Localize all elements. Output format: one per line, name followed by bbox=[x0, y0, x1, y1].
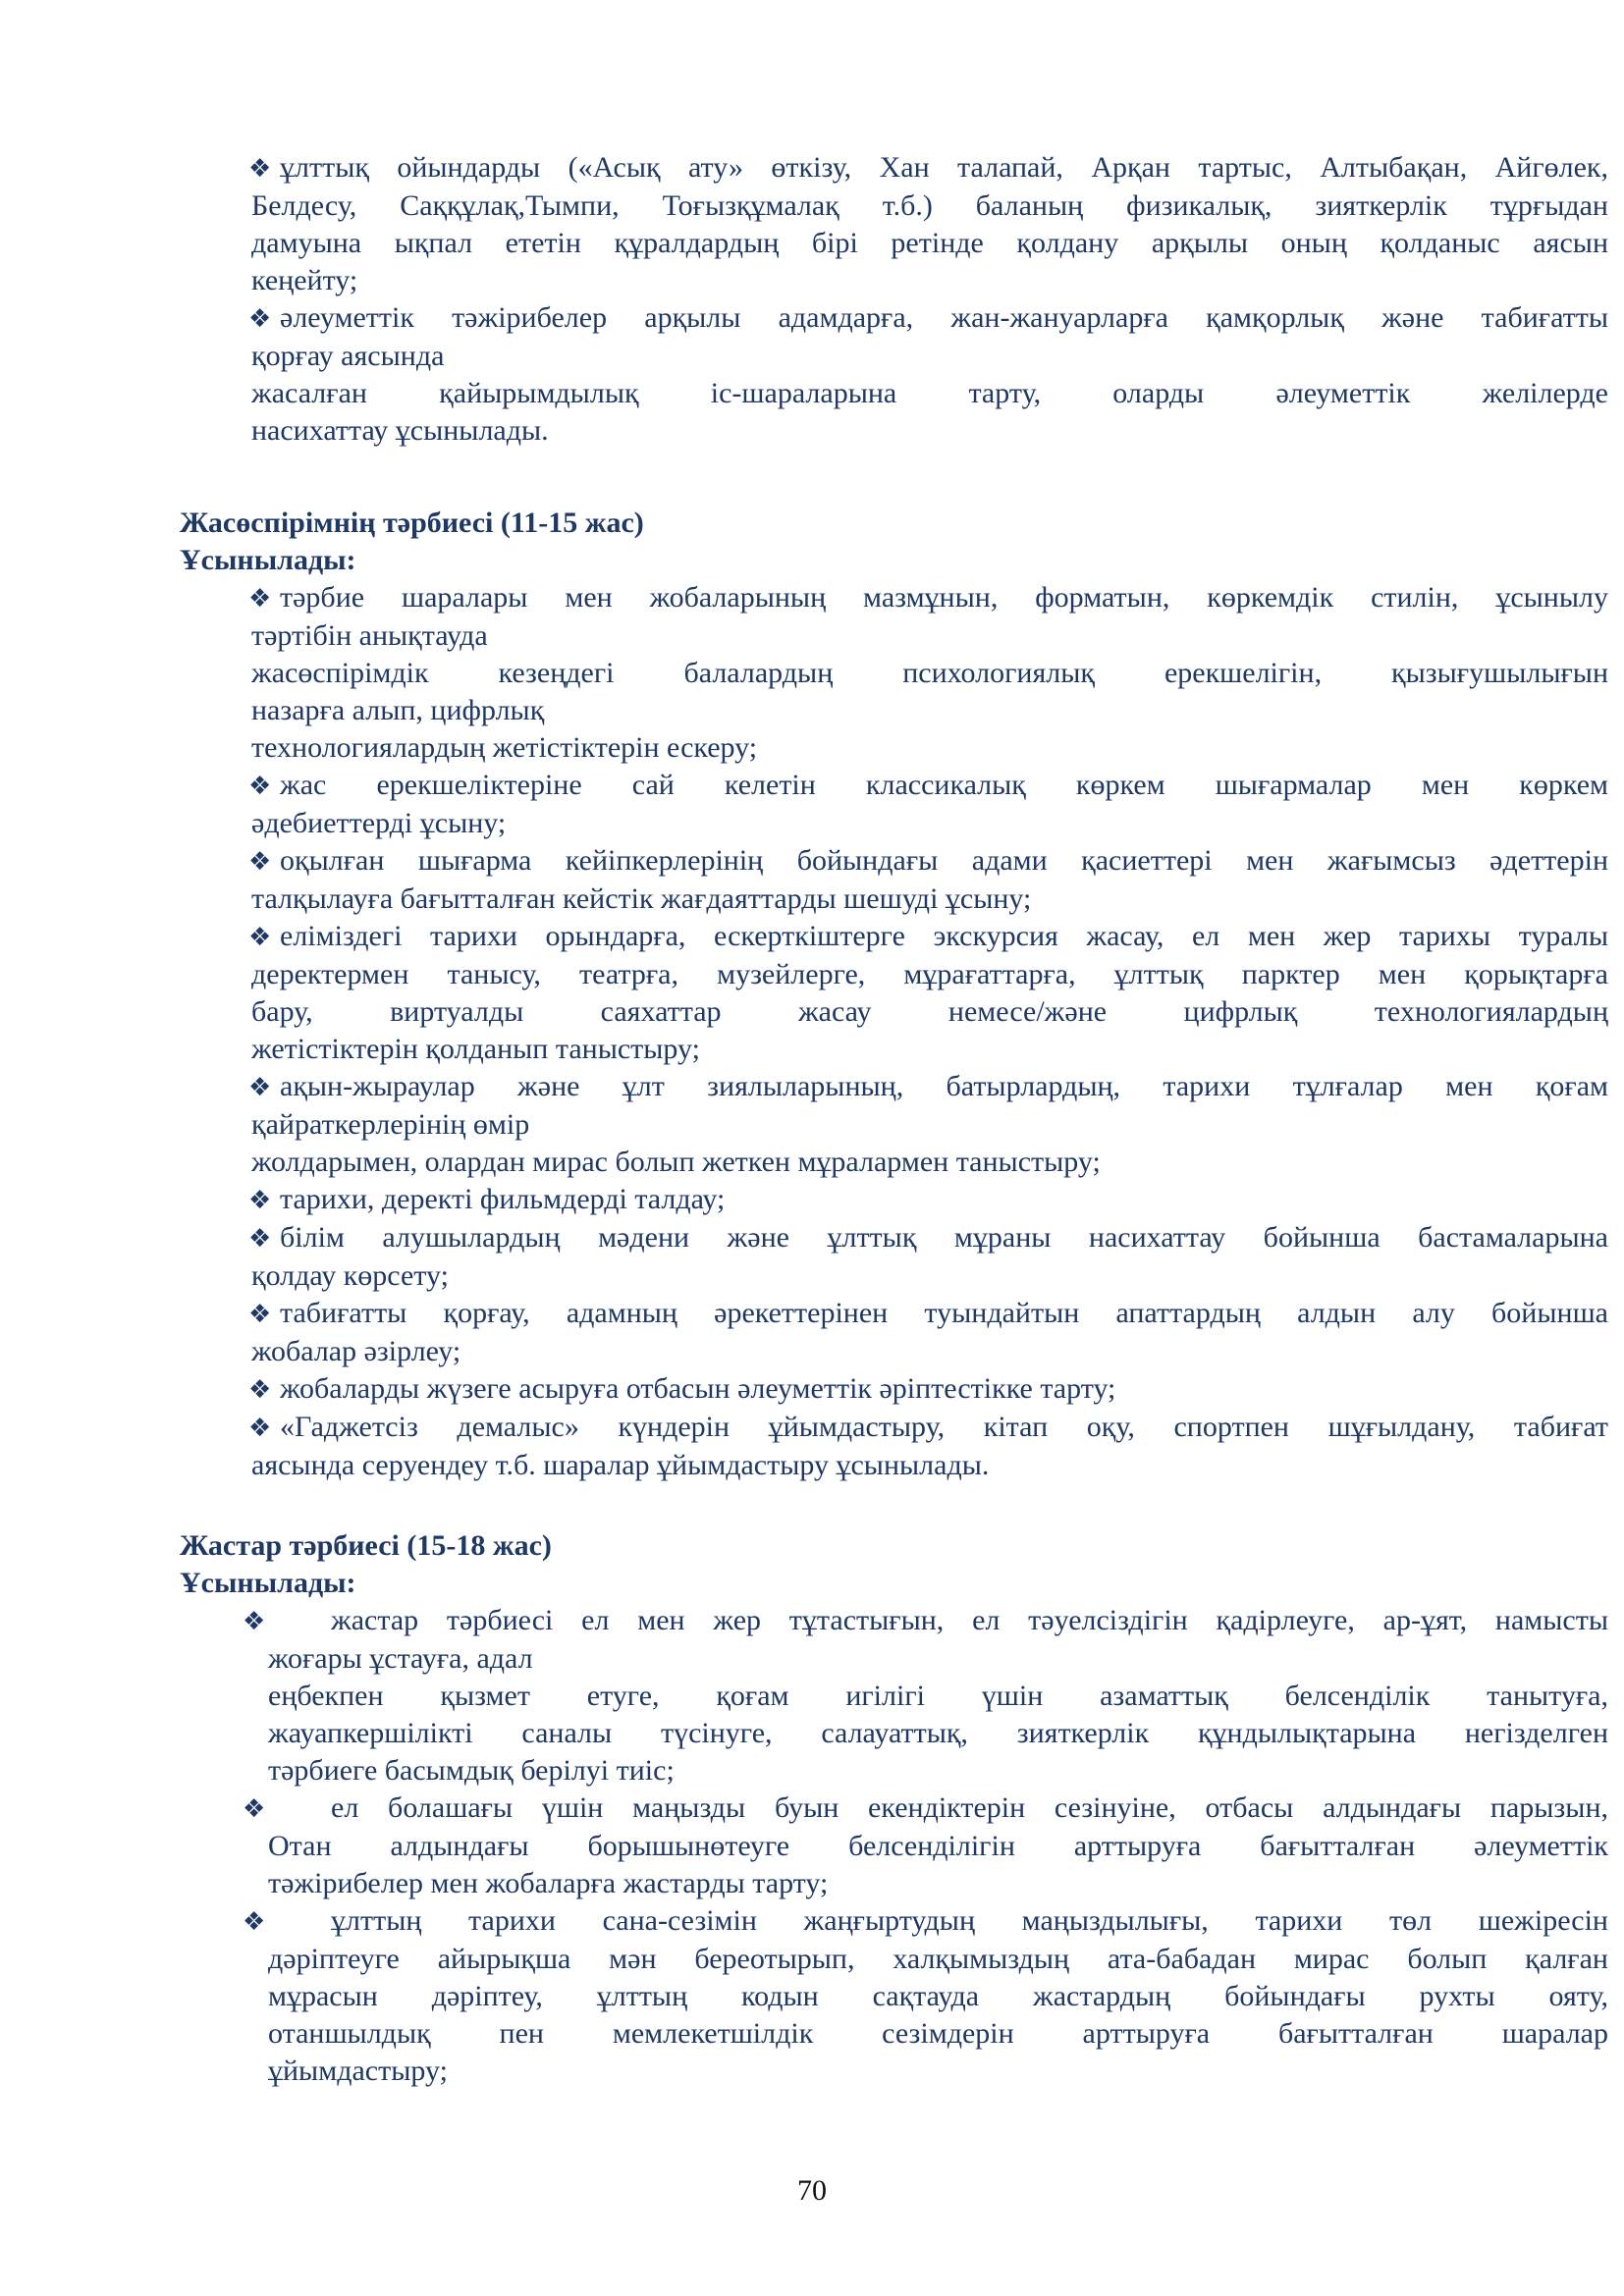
bullet-line: әдебиеттерді ұсыну; bbox=[251, 807, 507, 839]
bullet-diamond-icon: ❖ bbox=[248, 584, 272, 614]
bullet-diamond-icon: ❖ bbox=[248, 154, 272, 184]
bullet-line: қолдау көрсету; bbox=[251, 1259, 449, 1292]
bullet-line: насихаттау ұсынылады. bbox=[251, 414, 549, 447]
bullet-line: қайраткерлерінің өмір bbox=[251, 1108, 530, 1141]
bullet-line: ❖ еліміздегі тарихи орындарға, ескерткіштерге экскурсия жасау, ел мен жер тарихы туралы bbox=[248, 918, 1608, 956]
bullet-diamond-icon: ❖ bbox=[248, 304, 272, 334]
bullet-line: еңбекпен қызмет етуге, қоғам игілігі үшін азаматтық белсенділік танытуға, bbox=[268, 1680, 1608, 1712]
bullet-line: қорғау аясында bbox=[251, 340, 445, 372]
bullet-line: ❖ тәрбие шаралары мен жобаларының мазмұнын, форматын, көркемдік стилін, ұсынылу bbox=[248, 579, 1608, 617]
section-gap bbox=[0, 1484, 1624, 1527]
bullet-diamond-icon: ❖ bbox=[243, 1794, 266, 1824]
bullet-line: ❖ ел болашағы үшін маңызды буын екендіктерін сезінуіне, отбасы алдындағы парызын, bbox=[243, 1789, 1608, 1828]
bullet-diamond-icon: ❖ bbox=[243, 1907, 266, 1937]
section-gap bbox=[0, 450, 1624, 505]
bullet-diamond-icon: ❖ bbox=[248, 1186, 272, 1215]
bullet-line: назарға алып, цифрлық bbox=[251, 694, 545, 726]
bullet-line: аясында серуендеу т.б. шаралар ұйымдастыру ұсынылады. bbox=[251, 1449, 990, 1481]
bullet-line: ❖ «Гаджетсіз демалыс» күндерін ұйымдастыру, кітап оқу, спортпен шұғылдану, табиғат bbox=[248, 1409, 1608, 1447]
bullet-line: ❖ оқылған шығарма кейіпкерлерінің бойындағы адами қасиеттері мен жағымсыз әдеттерін bbox=[248, 842, 1608, 881]
bullet-line: деректермен танысу, театрға, музейлерге, мұрағаттарға, ұлттық парктер мен қорықтарға bbox=[251, 958, 1608, 990]
bullet-diamond-icon: ❖ bbox=[243, 1607, 266, 1636]
bullet-diamond-icon: ❖ bbox=[248, 1224, 272, 1254]
bullet-diamond-icon: ❖ bbox=[248, 1414, 272, 1443]
bullet-line: ❖ ұлттық ойындарды («Асық ату» өткізу, Хан талапай, Арқан тартыс, Алтыбақан, Айгөлек, bbox=[248, 149, 1608, 187]
bullet-line: ❖ жобаларды жүзеге асыруға отбасын әлеуметтік әріптестікке тарту; bbox=[248, 1370, 1608, 1409]
bullet-diamond-icon: ❖ bbox=[248, 1300, 272, 1329]
bullet-line: дәріптеуге айырықша мән береотырып, халқымыздың ата-бабадан мирас болып қалған bbox=[268, 1943, 1608, 1975]
bullet-line: жолдарымен, олардан мирас болып жеткен мұралармен таныстыру; bbox=[251, 1146, 1101, 1178]
bullet-line: жоғары ұстауға, адал bbox=[268, 1642, 533, 1675]
section-heading: Ұсынылады: bbox=[180, 1567, 356, 1599]
bullet-line: ❖ жас ерекшеліктеріне сай келетін классикалық көркем шығармалар мен көркем bbox=[248, 767, 1608, 805]
bullet-line: жасалған қайырымдылық іс-шараларына тарту, оларды әлеуметтік желілерде bbox=[251, 377, 1608, 409]
bullet-line: тәртібін анықтауда bbox=[251, 619, 488, 652]
bullet-line: ❖ ақын-жыраулар және ұлт зиялыларының, батырлардың, тарихи тұлғалар мен қоғам bbox=[248, 1068, 1608, 1106]
bullet-line: тәжірибелер мен жобаларға жастарды тарту; bbox=[268, 1867, 829, 1899]
bullet-line: ❖ әлеуметтік тәжірибелер арқылы адамдарға, жан-жануарларға қамқорлық және табиғатты bbox=[248, 299, 1608, 338]
section-heading: Жасөспірімнің тәрбиесі (11-15 жас) bbox=[180, 507, 644, 539]
bullet-line: дамуына ықпал ететін құралдардың бірі ретінде қолдану арқылы оның қолданыс аясын bbox=[251, 227, 1608, 259]
page-number: 70 bbox=[797, 2174, 827, 2207]
bullet-diamond-icon: ❖ bbox=[248, 1073, 272, 1102]
bullet-line: Белдесу, Саққұлақ,Тымпи, Тоғызқұмалақ т.б.) баланың физикалық, зияткерлік тұрғыдан bbox=[251, 189, 1608, 222]
bullet-line: ❖ жастар тәрбиесі ел мен жер тұтастығын, ел тәуелсіздігін қадірлеуге, ар-ұят, намысты bbox=[243, 1602, 1608, 1640]
bullet-line: отаншылдық пен мемлекетшілдік сезімдерін арттыруға бағытталған шаралар bbox=[268, 2017, 1608, 2050]
bullet-line: бару, виртуалды саяхаттар жасау немесе/және цифрлық технологиялардың bbox=[251, 995, 1608, 1028]
bullet-line: жобалар әзірлеу; bbox=[251, 1335, 461, 1367]
bullet-diamond-icon: ❖ bbox=[248, 772, 272, 801]
bullet-line: ұйымдастыру; bbox=[268, 2055, 448, 2087]
bullet-line: жетістіктерін қолданып таныстыру; bbox=[251, 1033, 700, 1065]
bullet-diamond-icon: ❖ bbox=[248, 923, 272, 952]
section-heading: Ұсынылады: bbox=[180, 544, 356, 576]
bullet-line: ❖ ұлттың тарихи сана-сезімін жаңғыртудың маңыздылығы, тарихи төл шежіресін bbox=[243, 1902, 1608, 1941]
bullet-diamond-icon: ❖ bbox=[248, 847, 272, 877]
bullet-line: талқылауға бағытталған кейстік жағдаяттарды шешуді ұсыну; bbox=[251, 882, 1032, 915]
bullet-line: ❖ тарихи, деректі фильмдерді талдау; bbox=[248, 1181, 1608, 1219]
bullet-line: жасөспірімдік кезеңдегі балалардың психологиялық ерекшелігін, қызығушылығын bbox=[251, 657, 1608, 689]
bullet-line: кеңейту; bbox=[251, 264, 358, 296]
bullet-line: ❖ білім алушылардың мәдени және ұлттық мұраны насихаттау бойынша бастамаларына bbox=[248, 1219, 1608, 1257]
bullet-line: тәрбиеге басымдық берілуі тиіс; bbox=[268, 1754, 675, 1787]
section-heading: Жастар тәрбиесі (15-18 жас) bbox=[180, 1529, 552, 1562]
bullet-line: технологиялардың жетістіктерін ескеру; bbox=[251, 731, 758, 764]
bullet-line: Отан алдындағы борышынөтеуге белсенділігін арттыруға бағытталған әлеуметтік bbox=[268, 1830, 1608, 1862]
bullet-line: мұрасын дәріптеу, ұлттың кодын сақтауда жастардың бойындағы рухты ояту, bbox=[268, 1980, 1608, 2012]
bullet-line: жауапкершілікті саналы түсінуге, салауаттық, зияткерлік құндылықтарына негізделген bbox=[268, 1717, 1608, 1749]
bullet-line: ❖ табиғатты қорғау, адамның әрекеттерінен туындайтын апаттардың алдын алу бойынша bbox=[248, 1295, 1608, 1333]
bullet-diamond-icon: ❖ bbox=[248, 1375, 272, 1405]
